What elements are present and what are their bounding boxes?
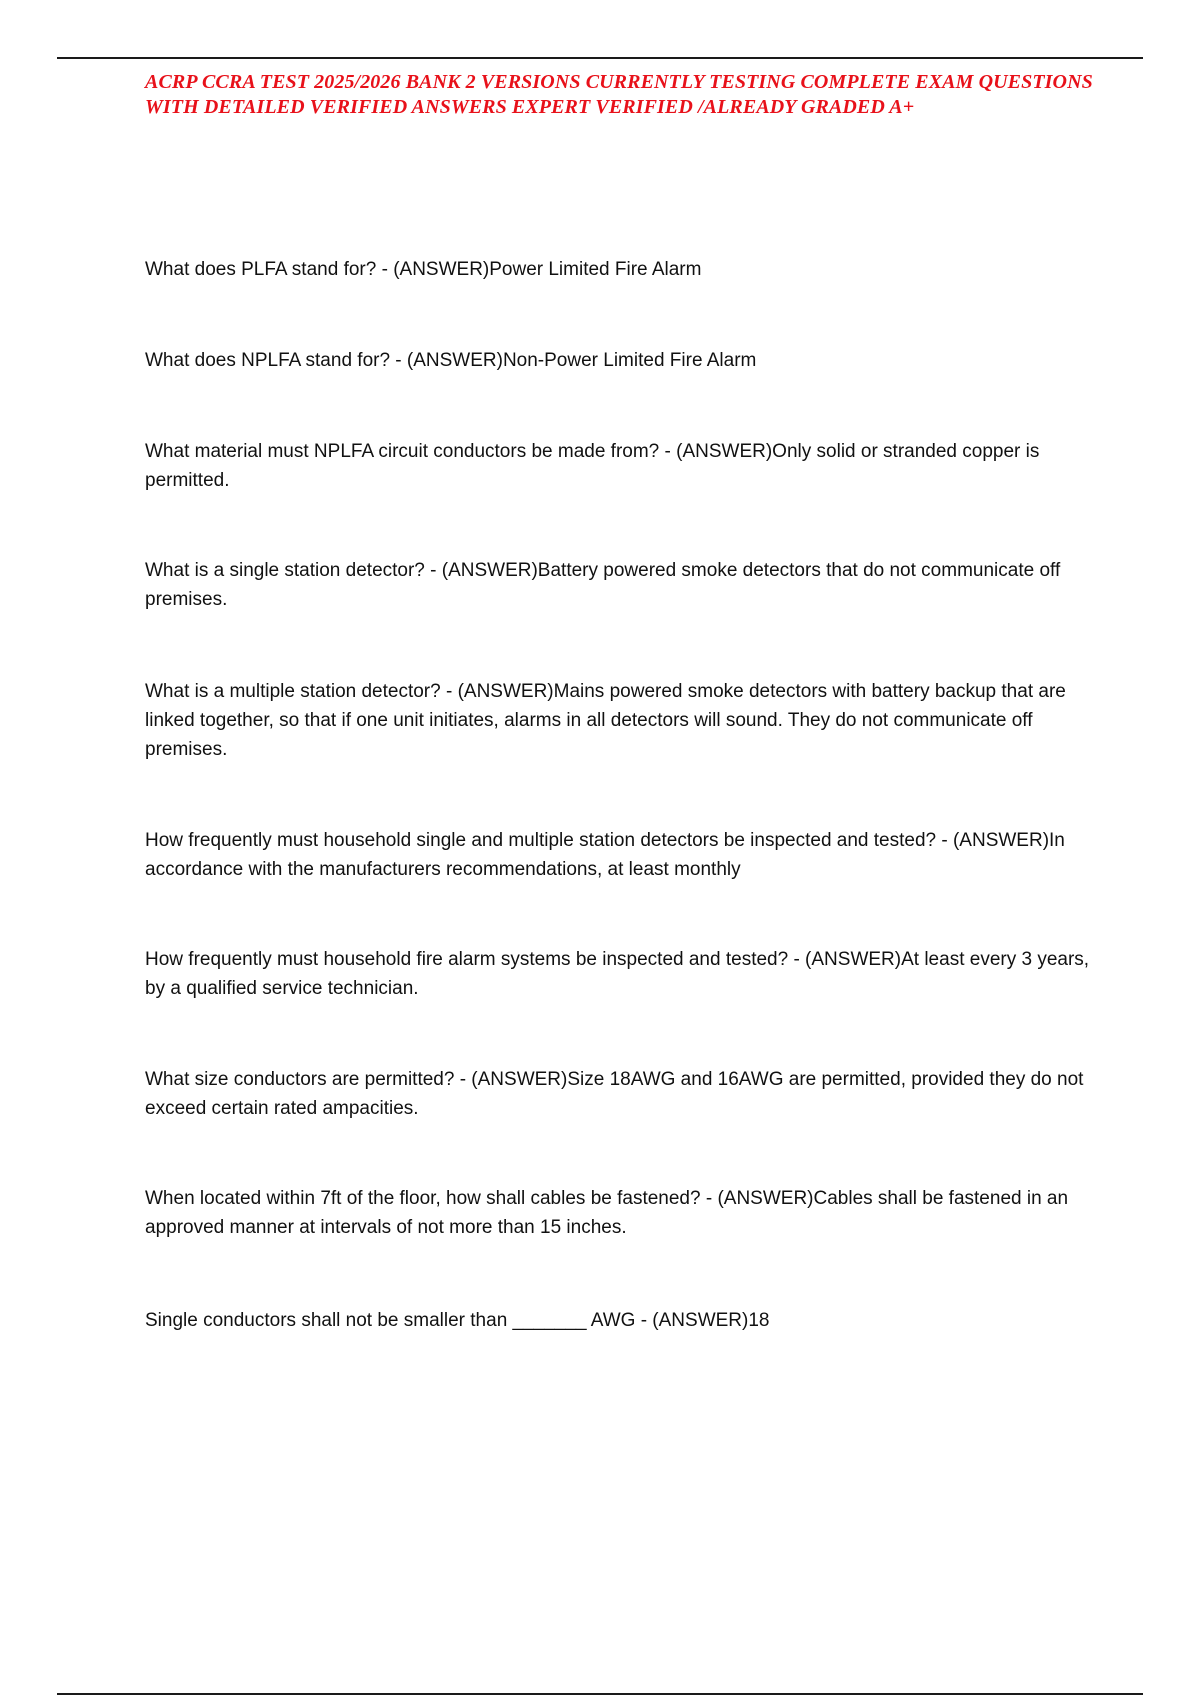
qa-item: What material must NPLFA circuit conductors be made from? - (ANSWER)Only solid or stranded copper is permitted. <box>145 441 1040 491</box>
qa-item: How frequently must household fire alarm systems be inspected and tested? - (ANSWER)At least every 3 years, by a qualified service technician. <box>145 949 1090 999</box>
top-divider <box>57 57 1143 59</box>
qa-item: What does NPLFA stand for? - (ANSWER)Non-Power Limited Fire Alarm <box>145 350 757 371</box>
qa-item: What does PLFA stand for? - (ANSWER)Power Limited Fire Alarm <box>145 259 702 280</box>
qa-item: What size conductors are permitted? - (ANSWER)Size 18AWG and 16AWG are permitted, provided they do not exceed certain rated ampacities. <box>145 1069 1084 1119</box>
qa-item: What is a single station detector? - (ANSWER)Battery powered smoke detectors that do not communicate off premises. <box>145 560 1061 610</box>
qa-item: How frequently must household single and multiple station detectors be inspected and tested? - (ANSWER)In accordance with the manufacturers recommendations, at least monthly <box>145 830 1065 880</box>
qa-item: What is a multiple station detector? - (ANSWER)Mains powered smoke detectors with battery backup that are linked together, so that if one unit initiates, alarms in all detectors will sound. They do not communicate off premises. <box>145 681 1066 760</box>
bottom-divider <box>57 1693 1143 1695</box>
qa-item: Single conductors shall not be smaller than _______ AWG - (ANSWER)18 <box>145 1310 770 1331</box>
qa-item: When located within 7ft of the floor, how shall cables be fastened? - (ANSWER)Cables shall be fastened in an approved manner at intervals of not more than 15 inches. <box>145 1188 1069 1238</box>
document-title: ACRP CCRA TEST 2025/2026 BANK 2 VERSIONS CURRENTLY TESTING COMPLETE EXAM QUESTIONS WITH DETAILED VERIFIED ANSWERS EXPERT VERIFIED /ALREADY GRADED A+ <box>145 71 1093 118</box>
